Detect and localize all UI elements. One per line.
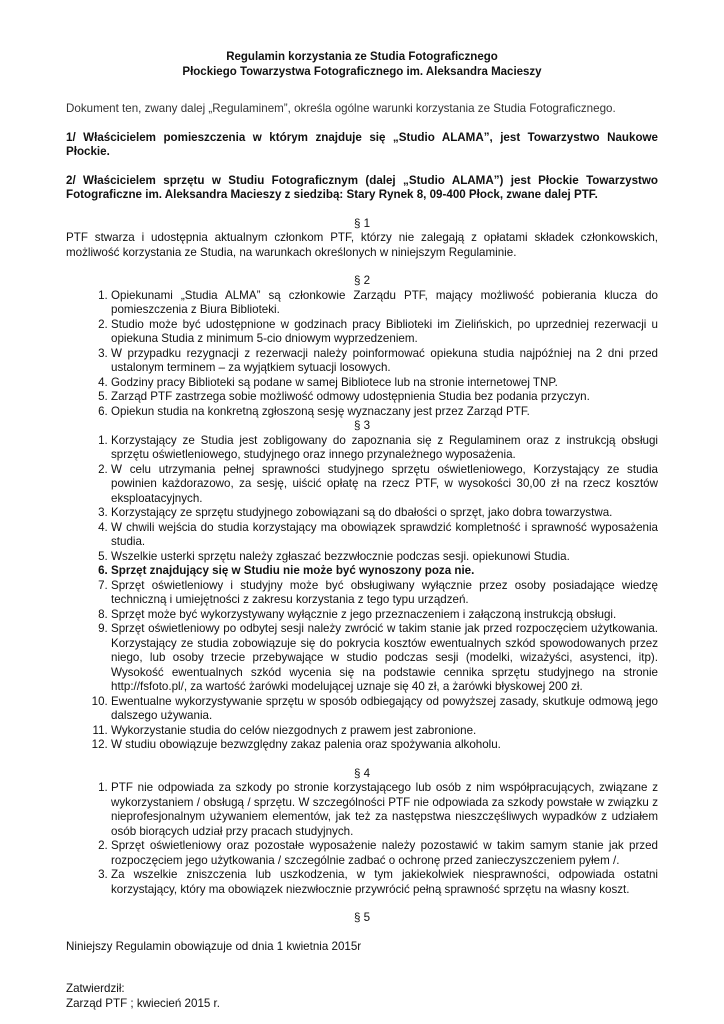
- list-item-bold: 6. Sprzęt znajdujący się w Studiu nie może być wynoszony poza nie.: [111, 564, 658, 579]
- ownership-point-1: 1/ Właścicielem pomieszczenia w którym znajduje się „Studio ALAMA”, jest Towarzystwo Naukowe Płockie.: [66, 130, 658, 158]
- section-4-list: [66, 781, 658, 897]
- section-2-heading: § 2: [353, 274, 371, 287]
- section-3-list: [66, 434, 658, 753]
- list-item: 3. W przypadku rezygnacji z rezerwacji należy poinformować opiekuna studia najpóźniej na 2 dni przed ustalonym terminem – za wyjątkiem sytuacji losowych.: [111, 347, 658, 376]
- list-item: 4. W chwili wejścia do studia korzystający ma obowiązek sprawdzić kompletność i sprawność wyposażenia studia.: [111, 521, 658, 550]
- list-item: 9. Sprzęt oświetleniowy po odbytej sesji należy zwrócić w takim stanie jak przed rozpoczęciem użytkowania. Korzystający ze studia zobowiązuje się do pokrycia kosztów ewentualnych szkód spowodowanych przez niego, lub osoby trzecie przebywające w studio podczas sesji (modelki, wizażyści, asystenci, itp). Wysokość ewentualnych szkód wycenia się na podstawie cennika sprzętu studyjnego na stronie http://fsfoto.pl/, za wartość żarówki modelującej uznaje się 40 zł, a żarówki błyskowej 200 zł.: [111, 622, 658, 695]
- intro-paragraph: Dokument ten, zwany dalej „Regulaminem”, określa ogólne warunki korzystania ze Studia Fotograficznego.: [66, 102, 616, 115]
- list-item: 2. W celu utrzymania pełnej sprawności studyjnego sprzętu oświetleniowego, Korzystający ze studia powinien każdorazowo, za sesję, uiścić opłatę na rzecz PTF, w wysokości 30,00 zł na rzecz kosztów eksploatacyjnych.: [111, 463, 658, 507]
- list-item: 5. Zarząd PTF zastrzega sobie możliwość odmowy udostępnienia Studia bez podania przyczyn.: [111, 390, 658, 405]
- list-item: 5. Wszelkie usterki sprzętu należy zgłaszać bezzwłocznie podczas sesji. opiekunowi Studia.: [111, 550, 658, 565]
- section-3-heading: § 3: [353, 419, 371, 432]
- title-line-1: Regulamin korzystania ze Studia Fotograficznego: [226, 51, 498, 63]
- title-line-2: Płockiego Towarzystwa Fotograficznego im. Aleksandra Macieszy: [182, 66, 542, 78]
- list-item: 1. Korzystający ze Studia jest zobligowany do zapoznania się z Regulaminem oraz z instrukcją obsługi sprzętu oświetleniowego, studyjnego oraz innego przynależnego wyposażenia.: [111, 434, 658, 463]
- list-item: 8. Sprzęt może być wykorzystywany wyłącznie z jego przeznaczeniem i załączoną instrukcją obsługi.: [111, 608, 658, 623]
- effective-date: Niniejszy Regulamin obowiązuje od dnia 1 kwietnia 2015r: [66, 939, 362, 953]
- list-item: 3. Korzystający ze sprzętu studyjnego zobowiązani są do dbałości o sprzęt, jako dobra towarzystwa.: [111, 506, 658, 521]
- list-item: 11. Wykorzystanie studia do celów niezgodnych z prawem jest zabronione.: [111, 724, 658, 739]
- list-item: 2. Sprzęt oświetleniowy oraz pozostałe wyposażenie należy pozostawić w takim samym stanie jak przed rozpoczęciem jego użytkowania / szczególnie zadbać o ochronę przed zanieczyszczeniem pyłem /.: [111, 839, 658, 868]
- section-1-text: PTF stwarza i udostępnia aktualnym członkom PTF, którzy nie zalegają z opłatami składek członkowskich, możliwość korzystania ze Studia, na warunkach określonych w niniejszym Regulaminie.: [66, 231, 658, 259]
- list-item: 2. Studio może być udostępnione w godzinach pracy Biblioteki im Zielińskich, po uprzedniej rezerwacji u opiekuna Studia z minimum 5-cio dniowym wyprzedzeniem.: [111, 318, 658, 347]
- section-5-heading: § 5: [353, 911, 371, 924]
- section-1-heading: § 1: [353, 216, 371, 230]
- list-item: 10. Ewentualne wykorzystywanie sprzętu w sposób odbiegający od powyższej zasady, skutkuje odmową jego dalszego używania.: [111, 695, 658, 724]
- list-item: 4. Godziny pracy Biblioteki są podane w samej Bibliotece lub na stronie internetowej TNP.: [111, 376, 658, 391]
- list-item: 1. PTF nie odpowiada za szkody po stronie korzystającego lub osób z nim współpracujących, związane z wykorzystaniem / obsługą / sprzętu. W szczególności PTF nie odpowiada za szkody powstałe w związku z nieprofesjonalnym używaniem elementów, jak też za następstwa nieszczęśliwych wypadków z udziałem osób biorących udział przy pracach studyjnych.: [111, 781, 658, 839]
- document-title: [66, 50, 658, 80]
- section-2-list: [66, 289, 658, 420]
- list-item: 12. W studiu obowiązuje bezwzględny zakaz palenia oraz spożywania alkoholu.: [111, 738, 658, 753]
- list-item: 3. Za wszelkie zniszczenia lub uszkodzenia, w tym jakiekolwiek niesprawności, odpowiada ostatni korzystający, który ma obowiązek niezwłocznie przywrócić pełną sprawność sprzętu na własny koszt.: [111, 868, 658, 897]
- ownership-point-2: 2/ Właścicielem sprzętu w Studiu Fotograficznym (dalej „Studio ALAMA”) jest Płockie Towarzystwo Fotograficzne im. Aleksandra Macieszy z siedzibą: Stary Rynek 8, 09-400 Płock, zwane dalej PTF.: [66, 173, 658, 201]
- list-item: 1. Opiekunami „Studia ALMA” są członkowie Zarządu PTF, mający możliwość pobierania klucza do pomieszczenia z Biura Biblioteki.: [111, 289, 658, 318]
- list-item: 6. Opiekun studia na konkretną zgłoszoną sesję wyznaczany jest przez Zarząd PTF.: [111, 405, 658, 420]
- list-item: 7. Sprzęt oświetleniowy i studyjny może być obsługiwany wyłącznie przez osoby posiadające wiedzę techniczną i umiejętności z zakresu korzystania z tego typu urządzeń.: [111, 579, 658, 608]
- approval-label: Zatwierdził:: [66, 982, 125, 995]
- section-4-heading: § 4: [353, 766, 371, 780]
- approval-signer: Zarząd PTF ; kwiecień 2015 r.: [66, 996, 221, 1010]
